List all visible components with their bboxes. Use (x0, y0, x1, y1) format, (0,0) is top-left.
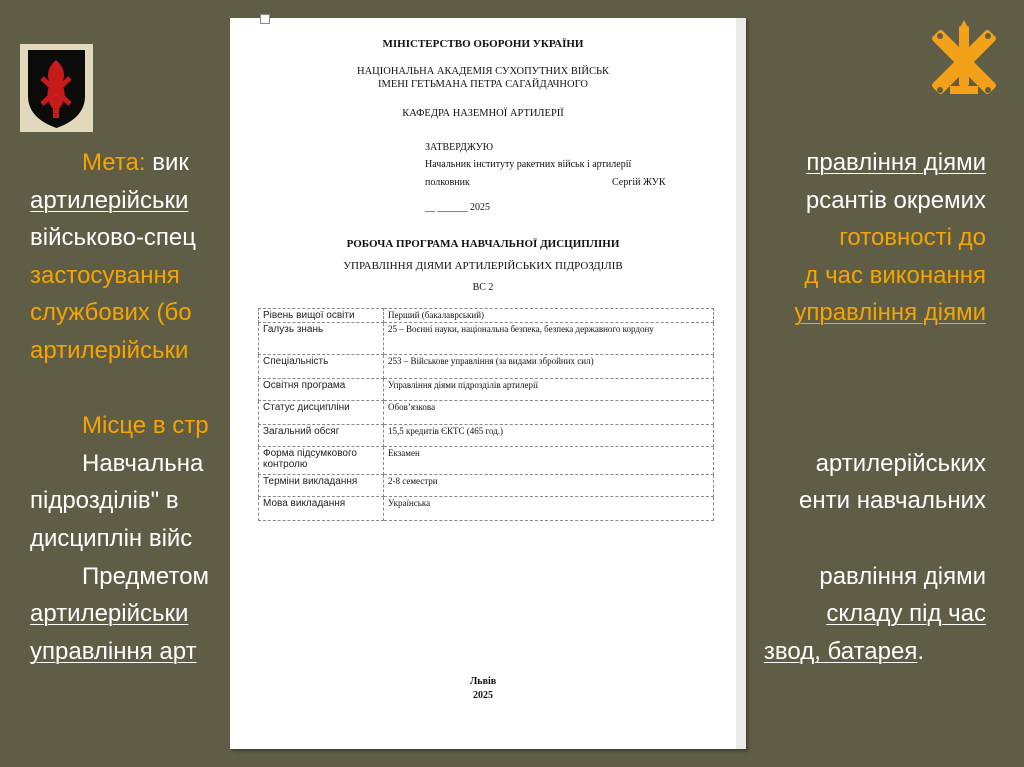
table-value-cell: Перший (бакалаврський) (384, 309, 714, 323)
approve-label: ЗАТВЕРДЖУЮ (425, 142, 494, 153)
table-row (259, 447, 714, 475)
table-row (259, 323, 714, 355)
discipline-code: ВС 2 (472, 282, 494, 293)
table-key-cell: Рівень вищої освіти (259, 309, 384, 323)
program-info-table (258, 308, 714, 521)
department-title: КАФЕДРА НАЗЕМНОЇ АРТИЛЕРІЇ (402, 108, 564, 119)
crossed-missiles-emblem-icon (924, 20, 1004, 105)
text-fragment: артилерійськи (30, 600, 189, 628)
document-scrollbar[interactable] (736, 18, 746, 749)
table-key-cell: Терміни викладання (259, 475, 384, 497)
table-row (259, 425, 714, 447)
text-fragment: Предметом (82, 562, 210, 590)
text-fragment: правління діями (806, 149, 986, 176)
table-key-cell: Галузь знань (259, 323, 384, 355)
program-title: РОБОЧА ПРОГРАМА НАВЧАЛЬНОЇ ДИСЦИПЛІНИ (346, 238, 620, 250)
text-fragment: військово-спец (30, 224, 197, 252)
table-key-cell: Форма підсумкового контролю (259, 447, 384, 475)
academy-title-line-2: ІМЕНІ ГЕТЬМАНА ПЕТРА САГАЙДАЧНОГО (378, 79, 588, 90)
text-fragment: звод, батарея (763, 637, 918, 665)
table-value-cell: Управління діями підрозділів артилерії (384, 379, 714, 401)
table-row (259, 379, 714, 401)
table-row (259, 355, 714, 379)
goal-label: Мета: (82, 149, 146, 176)
table-value-cell: 2-8 семестри (384, 475, 714, 497)
table-row (259, 401, 714, 425)
text-fragment: складу під час (826, 600, 986, 628)
table-key-cell: Мова викладання (259, 497, 384, 521)
program-document-page[interactable] (230, 18, 746, 749)
table-row (259, 475, 714, 497)
approver-title: Начальник інституту ракетних військ і артилерії (425, 159, 632, 170)
table-value-cell: Екзамен (384, 447, 714, 475)
text-fragment: д час виконання (804, 261, 986, 289)
table-value-cell: 25 – Воєнні науки, національна безпека, безпека державного кордону (384, 323, 714, 355)
text-fragment: підрозділів" в (30, 487, 179, 515)
approver-rank: полковник (425, 177, 470, 188)
table-row (259, 309, 714, 323)
text-fragment: застосування (30, 261, 180, 289)
text-fragment: артилерійськи (30, 336, 189, 364)
approver-name: Сергій ЖУК (612, 177, 666, 188)
text-fragment: равління діями (819, 562, 986, 590)
table-key-cell: Загальний обсяг (259, 425, 384, 447)
document-city: Львів (469, 676, 497, 687)
table-value-cell: Обов’язкова (384, 401, 714, 425)
text-fragment: Місце в стр (82, 412, 209, 440)
ministry-title: МІНІСТЕРСТВО ОБОРОНИ УКРАЇНИ (382, 38, 584, 50)
text-fragment: дисциплін війс (30, 524, 193, 552)
artillery-flame-emblem-icon (20, 44, 93, 132)
document-year: 2025 (473, 690, 493, 701)
table-value-cell: 15,5 кредитів ЄКТС (465 год.) (384, 425, 714, 447)
text-fragment: готовності до (839, 224, 986, 252)
table-row (259, 497, 714, 521)
table-key-cell: Спеціальність (259, 355, 384, 379)
table-key-cell: Статус дисципліни (259, 401, 384, 425)
table-key-cell: Освітня програма (259, 379, 384, 401)
text-fragment: артилерійських (815, 449, 986, 477)
discipline-title: УПРАВЛІННЯ ДІЯМИ АРТИЛЕРІЙСЬКИХ ПІДРОЗДІЛІВ (343, 260, 623, 272)
document-content (230, 18, 736, 749)
text-fragment: управління діями (794, 299, 986, 327)
academy-title-line-1: НАЦІОНАЛЬНА АКАДЕМІЯ СУХОПУТНИХ ВІЙСЬК (357, 66, 609, 77)
text-fragment: службових (бо (30, 299, 192, 327)
text-fragment: вик (152, 149, 189, 176)
text-fragment: рсантів окремих (805, 186, 986, 214)
table-value-cell: 253 – Військове управління (за видами збройних сил) (384, 355, 714, 379)
text-fragment: артилерійськи (30, 186, 189, 214)
text-fragment: енти навчальних (799, 487, 986, 515)
text-fragment: . (917, 637, 924, 665)
text-fragment: управління арт (30, 637, 197, 665)
table-value-cell: Українська (384, 497, 714, 521)
text-fragment: Навчальна (82, 449, 204, 477)
approval-date: __ ______ 2025 (425, 202, 490, 213)
